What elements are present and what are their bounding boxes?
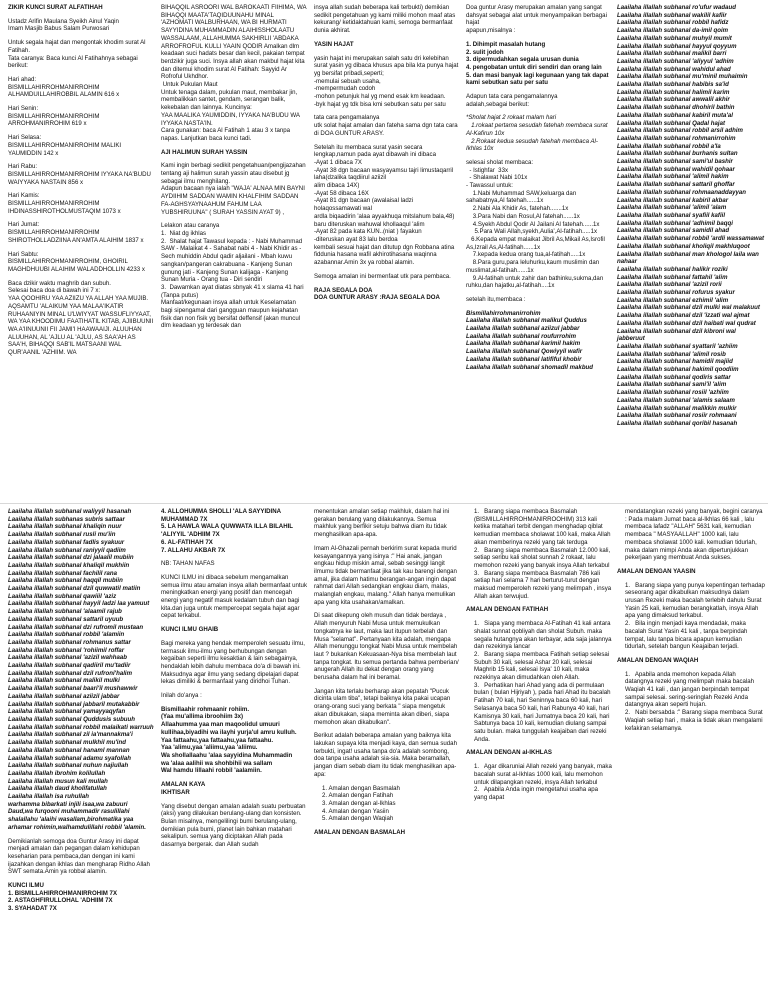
text-block: Doa guntur Arasy merupakan amalan yang sangat dahsyat sebagai alat untuk menyampaikan berbagai hajat apapun,misalnya :: [466, 4, 607, 35]
text-block: *Sholat hajat 2 rokaat malam hari 1.rokaat pertama sesudah fatehah membaca surat Al-Kafirun 10x 2.Rokaat kedua sesudah fatehah membaca Al-Ikhlas 10x: [466, 114, 608, 153]
section-heading: ZIKIR KUNCI SURAT ALFATIHAH: [8, 4, 103, 11]
column-3: [314, 508, 460, 1003]
text-block: 1. Agar dikaruniai Allah rezeki yang banyak, maka bacalah surat al-Ikhlas 1000 kali, lalu memohon untuk dilapangkan rezeki, insya Allah terkabul 2. Apabila Anda ingin mengetahui usaha apa yang dapat: [474, 763, 612, 801]
section-heading: AMALAN DENGAN YAASIN: [617, 567, 696, 575]
text-block: Jangan kita terlalu berharap akan pepatah "Pucuk dicinta ulam tiba", tetapi baiknya kita pakai ucapan orang-orang suci yang berkata " siapa mengetuk akan dibukakan, siapa meminta akan diberi, siapa memohon akan dikabulkan".: [314, 687, 453, 726]
text-block: 1. Barang siapa yang punya kepentingan terhadap seseorang agar dikabulkan maksudnya dalam urusan Rezeki maka bacalah terlebih dahulu Surat Yasin 25 kali, kemudian berangkatlah, insya Allah apa yang dimaksud terkabul. 2. Bila ingin menjadi kaya mendadak, maka bacalah Surat Yasin 41 kali , tanpa berpindah tempat, lalu tanpa bicara apapun kemudian tidurlah, setelah bangun Keajaiban terjadi.: [625, 581, 765, 651]
text-block: NB: TAHAN NAFAS: [161, 560, 215, 568]
section-heading: AMALAN DENGAN FATIHAH: [466, 606, 549, 614]
column-1: [8, 508, 154, 1003]
column-4: [466, 508, 612, 1003]
section-heading: KUNCI ILMU GHAIB: [161, 626, 219, 634]
text-block: 1. Barang siapa membaca Basmalah (BISMILLAHIRROHMANIRROOHIM) 313 kali ketika matahari terbit dengan menghadap qiblat kemudian membaca sholawat 100 kali, maka Allah akan memberinya rezeki yang tak terduga 2. Barang siapa membaca Basmalah 12.000 kali, setiap seribu kali sholat sunnah 2 rokaat, lalu memohon rezeki yang banyak insya Allah terkabul 3. Barang siapa membaca Basmalah 786 kali setiap hari selama 7 hari berturut-turut dengan maksud memperoleh rezeki yang melimpah , insya Allah akan terwujud.: [474, 508, 612, 600]
column-5: [617, 508, 765, 1003]
section-heading: Bismillaahir rohmaanir rohiim. (Yaa mu'allima ibroohiim 3x) Allaahumma yaa man maqoolidul umuuri kullihaa,biyadihi wa ilayhi yurja'ul amru kulluh. Yaa fattaahu,yaa fattaahu,yaa fattaahu. Yaa 'alimu,yaa 'aliimu,yaa 'aliimu. Wa shollallaahu 'alaa sayyidina Muhammadin wa 'alaa aalihii wa shohbihii wa sallam Wal hamdu lillaahi robbil 'aalamiin.: [161, 705, 297, 775]
text-block: KUNCI ILMU ini dibaca sebelum mengamalkan semua ilmu atau amalan insya allah bermanfaat untuk meningkatkan energi yang positif dan mencegah energi yang negatif masuk kedalam tubuh dan bagi kita.dan juga untuk mempercepat segala hajat agar cepat terkabul.: [161, 573, 309, 620]
section-heading: AJI HALIMUN SURAH YASSIN: [161, 148, 248, 156]
text-block: Laailaha illallah subhanal waliyyil hasanah Laailaha illallah subhanas subris sattaar Laailaha illallah subhanal khaliqin nuur Laailaha illallah subhanal rusli mu'iin Laailaha illallah subhanal fadlis syakuur Laailaha illallah subhanal raniyyil qadiim Laailaha illallah subhanal dzi jalaalil mubiin Laailaha illallah subhanal khaliqil mukhiin Laailaha illallah subhanal fachilil rana Laailaha illallah subhanal haqqil mubiin Laailaha illallah subhanal dzil quwwatil matiin Laailaha illallah subhanal qawiiil 'aziz Laailaha illallah subhanal hayyil ladzi laa yamuut Laailaha illallah subhanal 'alaamil rajub Laailaha illallah subhanal sattaril uyuub Laailaha illallah subhanal dzi rufromil mustaan Laailaha illallah subhanal robbil 'alamiin Laailaha illallah subhanal rohmanus sattar Laailaha illallah subhanal 'rohiimil roffar Laailaha illallah subhanal 'azizil wahhaab Laailaha illallah subhanal qadiiril mu'tadiir Laailaha illallah subhanal dzil rufroni'halim Laailaha illallah subhanal malikil mulki Laailaha illallah subhanal baari'il mushawwir Laailaha illallah subhanal aziizil jabbar Laailaha illallah subhanal jabbaril mutakabbir Laailaha illallah subhanal yamayyaqyfan Laailaha illallah subhanal Quddusis subuuh Laailaha illallah subhanal robbil malaikati warruuh Laailaha illallah subhanal zil ia'mannakma'i Laailaha illallah subhanal mulkhil mu'ind Laailaha illallah subhanal hanaml mannan Laailaha illallah subhanal adamu syafollah Laailaha illallah subhanal nuhun najiullah Laailaha illallah ibrohim kolilullah Laailaha illallah musun kali mullah Laailaha illallah daud kholifatullah Laailaha illallah isa ruhullah warhamma bibarkati injili isaa,wa zabuuri Daud,wa furqooni muhammadir rasulillahi shalallahu 'alaihi wasallam,birohmatika yaa arhamar rohimin,walhamdulillahi robbil 'alamin.: [8, 508, 154, 831]
text-block: Hari Rabu: BISMILLAHIRROHMANIRROHIM IYYAKA NA'BUDU WAIYYAKA NASTAIN 856 x: [8, 163, 151, 186]
section-heading: YASIN HAJAT: [314, 40, 354, 48]
text-block: Bismillahirrohmanirrohim Laailaha illallah subhanal malikul Quddus Laailaha illallah subhanal aziizul jabbar Laailaha illallah subhanal roufurrohim Laailaha illallah subhanal karimil hakim Laailaha illallah subhanal Qowiyyil wafir Laailaha illallah subhanal latififul khobir Laailaha illallah subhanal shomadil makbud: [466, 309, 593, 371]
section-heading: AMALAN DENGAN al-IKHLAS: [466, 749, 552, 757]
text-block: Semoga amalan ini bermenfaat utk para pembaca.: [314, 272, 451, 280]
column-1: [8, 4, 154, 499]
text-block: Inilah do'anya :: [161, 692, 202, 700]
text-block: Yang disebut dengan amalan adalah suatu perbuatan (aksi) yang dilakukan berulang-ulang dan konsisten. Bulan misalnya, mengelilingi bumi berulang-ulang, demikian pula bumi, planet lain bahkan matahari sekalipun. semua yang diciptakan Allah pada dasarnya bergerak. dan Allah sudah: [161, 802, 308, 849]
text-block: Setelah itu membaca surat yasin secara lengkap,namun pada ayat dibawah ini dibaca -Ayat 1 dibaca 7X -Ayat 38 dgn bacaan wasyayamsu tajri limustaqarril laha(dzalika taqdiirul aziizil alim dibaca 14X) -Ayat 58 dibaca 16X -Ayat 81 dgn bacaan (awalaisal ladzi holaqossamawati wal ardla biqaadirin 'alaa ayyakhuqa mitslahum bala,48) baru diteruskan wahuwal khollaaqul 'alim -Ayat 82 pada kata KUN..(niat ) fayakun -diteruskan ayat 83 lalu berdoa kembali sesuai hajat dan ditutup dgn Robbana atina fiddunia hasana wafil akhirotihasana waqinna azabannar.Amin 3x ya robbal alamin.: [314, 143, 455, 267]
page-top: [0, 0, 768, 503]
text-block: mendatangkan rezeki yang banyak, begini caranya : Pada malam Jumat baca al-Ikhlas 66 kali , lalu membaca lafadz "ALLAH" 5631 kali, kemudian membaca " MASYAALLAH" 1000 kali, lalu membaca sholawat 1000 kali. kemudian tidurlah, maka dalam mimpi Anda akan dipertunjukkan pekerjaan yang membuat Anda sukses.: [625, 508, 765, 562]
text-block: Kami ingin berbagi sedikit pengetahuan/pengijazahan tentang aji halimun surah yassin atau disebut jg sebagai ilmu menghilang. Adapun bacaan nya ialah "WAJA' ALNAA MIN BAYNI AYDIIHIM SADDAN WAMIN KHALFIHIM SADDAN FA-AGHSYAYNAAHUM FAHUM LAA YUBSHIRUUNA" ( SURAH YASSIN AYAT 9) ,: [161, 162, 306, 216]
text-block: Hari Sabtu: BISMILLAHIRROHMANIRROHIM, GHOIRIL MAGHDHUUBI ALAIHIM WALADDHOLLIN 4233 x: [8, 250, 145, 273]
text-block: Hari Kamis: BISMILLAHIRROHMANIRROHIM IHDINASSHIROTHOLMUSTAQIM 1073 x: [8, 192, 121, 215]
text-block: Baca dzikir waktu maghrib dan subuh. Selesai baca doa di bawah ini 7 x: YAA QOOHIRU YAA AZIIZU YA ALLAH YAA MUJIB. AQSAMTU 'ALAIKUM YAA MALAA'IKATIR RUHAANIYIN MINAL U'LWIYYAT WASSUFLIYYAAT, WA YAA KHOODIMU FAATIHATIL KITAB, AJIIBUUNII WA A'IINUUNII FII JAMI'I HAAWAAIJI. ALUUHAN ALUUHAN, AL 'AJLU AL 'AJLU, AS SAA'AH AS SAA'H, BIHAQQI SAB'IL MATSAANI WAL QUR'AANIL 'AZHIIM. WA: [8, 279, 154, 357]
text-block: tata cara pengamalanya utk solat hajat amalan dan fateha sama dgn tata cara di DOA GUNTUR ARASY.: [314, 114, 458, 137]
text-block: 1. Siapa yang membaca Al-Fatihah 41 kali antara shalat sunnat qobliyah dan sholat Subuh. maka segala hutangnya akan terbayar, ada saja jalannya dan rezekinya lancar 2. Barang siapa membaca Fatihah setiap selesai Subuh 30 kali, selesai Ashar 20 kali, selesai Maghrib 15 kali, selesai Isya' 10 kali, maka rezekinya akan dimudahkan oleh Allah. 3. Perhatikan hari Ahad yang ada di permulaan bulan ( bulan Hijriyah ), pada hari Ahad itu bacalah Fatihah 70 kali, hari Seninnya baca 60 kali, hari Selasanya baca 50 kali, hari Rabunya 40 kali, hari Kamisnya 30 kali, hari Jumatnya baca 20 kali, hari Sabtunya baca 10 kali, kemudian diulang sampai satu bulan. maka tunggulah keajaiban dari rezeki Anda.: [474, 620, 612, 743]
text-block: 1. Amalan dengan Basmalah 2. Amalan dengan Fatihah 3. Amalan dengan al-Ikhlas 4. Amalan dengan Yasiin 5. Amalan dengan Waqiah: [322, 784, 400, 823]
text-block: Berikut adalah beberapa amalan yang baiknya kita lakukan supaya kita menjadi kaya, dan semua sudah terbukti, ingat! usaha tanpa do'a adalah sombong, doa tanpa usaha adalah sia-sia. Maka beramallah, jangan diam sebab diam itu tidak menghasilkan apa-apa:: [314, 732, 459, 778]
column-5: [617, 4, 765, 499]
text-block: Hari Selasa: BISMILLAHIRROHMANIRROHIM MALIKI YAUMIDDIN 142 x: [8, 134, 122, 157]
text-block: 1. Apabila anda memohon kepada Allah datangnya rezeki yang melimpah maka bacalah Waqiah 41 kali , dan jangan berpindah tempat sampai selesai. sering-seringlah Rezeki Anda datangnya akan seperti hujan. 2. Nabi bersabda :" Barang siapa membaca Surat Waqiah setiap hari , maka ia tidak akan mengalami kefakiran selamanya.: [625, 670, 763, 732]
section-heading: KUNCI ILMU 1. BISMILLAHIRROHMANIRROHIM 7X 2. ASTAGHFIRULLOHAL 'ADHIIM 7X 3. SYAHADAT 7X: [8, 882, 118, 913]
text-block: Untuk segala hajat dan mengontak khodim surat Al Fatihah. Tata caranya: Baca kunci Al Fatihahnya sebagai berikut:: [8, 39, 146, 70]
text-block: Hari Senin: BISMILLAHIRROHMANIRROHIM ARROHMANIRROHIM 619 x: [8, 105, 100, 128]
text-block: Laailaha illallah subhanal ro'ufur wadaud Laailaha illallah subhanal wakilil kafiir Laailaha illallah subhanal robbil hafidz Laailaha illallah subhanal da-imil qoim Laailaha illallah subhanal muhyil mumit Laailaha illallah subhanal hayyul qoyyum Laailaha illallah subhanal malikil barri Laailaha illallah subhanal 'aliyyul 'adhim Laailaha illallah subhanal wahidul ahad Laailaha illallah subhanal mu'minil muhaimin Laailaha illallah subhanal habibis sa'id Laailaha illallah subhanal halimil karim Laailaha illallah subhanal awwalil akhir Laailaha illallah subhanal dhohiril bathin Laailaha illallah subhanal kabiril muta'al Laailaha illallah subhanal Qadal hajat Laailaha illallah subhanal robbil arsil adhim Laailaha illallah subhanal rohmanirrohim Laailaha illallah subhanal robbil a'la Laailaha illallah subhanal burhanis sultan Laailaha illallah subhanal sami'ul bashir Laailaha illallah subhanal wahidil qohaar Laailaha illallah subhanal 'alimil hakim Laailaha illallah subhanal sattaril ghoffar Laailaha illallah subhanal rohmaanaddayyan Laailaha illallah subhanal kabiril akbar Laailaha illallah subhanal 'alimil 'alam Laailaha illallah subhanal syafiil kafiil Laailaha illallah subhanal 'adhimil baqqi Laailaha illallah subhanal samidil ahad Laailaha illallah subhanal robbil 'ardli wassamawat Laailaha illallah subhanal kholiqil makhluqoot Laailaha illallah subhanal man khologol laila wan nahaar Laailaha illallah subhanal halikir roziki Laailaha illallah subhanal fattahil 'alim Laailaha illallah subhanal 'azizil rorii Laailaha illallah subhanal rofurus syakur Laailaha illallah subhanal ezhimil 'alim Laailaha illallah subhanal dzil mulki wal malakuut Laailaha illallah subhanal dzil 'izzati wal ajmat Laailaha illallah subhanal dzil haibati wal qudrat Laailaha illallah subhanal dzil kibroni wal jabberuut Laailaha illallah subhanal syattaril 'azhiim Laailaha illallah subhanal 'alimil rosib Laailaha illallah subhanal hamidil majiid Laailaha illallah subhanal hakimil qoodiim Laailaha illallah subhanal qodiris sattar Laailaha illallah subhanal sami'il 'alim Laailaha illallah subhanal rosiil 'azhiim Laailaha illallah subhanal 'alamis salaam Laailaha illallah subhanal malikkin mulkir Laailaha illallah subhanal rosiir rohmaani Laailaha illallah subhanal qoribil hasanah: [617, 4, 765, 427]
text-block: Hari Jumat: BISMILLAHIRROHMANIRROHIM SHIROTHOLLADZIINA AN'AMTA ALAIHIM 1837 x: [8, 221, 144, 244]
text-block: Hari ahad: BISMILLAHIRROHMANIRROHIM ALHAMDUILLAHIROBBIL ALAMIN 616 x: [8, 75, 120, 99]
page-bottom: [0, 503, 768, 1007]
text-block: selesai sholat membaca: - Istighfar 33x - Shalawat Nabi 101x - Tawassul untuk: 1.Nabi Muhammad SAW,keluarga dan sahabatnya,Al fatehah......1x 2.Nabi Ala Khidir As, fatehah.......1x 3.Para Nabi dan Rosul,Al fatehah......1x 4.Syekh Abdul Qodir Al Jailani Al fatehah......1x 5.Para Wali Allah,syekh,Aulia',Al-fatihah.....1x 6.Kepada empat malaikat Jibril As,Mikail As,Isrofil As,Izrail As,Al-fatihah......1x 7.kepada kedua orang tua,al-fatihah.....1x 8.Para guru,para leluhurku,kaum muslimin dan muslimat,al-fatihah......1x 9.Al-fatihah untuk zahir dan bathinku,sukma,dan ruhku,dan hajatku,al-fatihah....1x: [466, 158, 605, 290]
column-4: [466, 4, 612, 499]
text-block: yasin hajat ini merupakan salah satu dri kelebihan surat yasin yg dibaca khusus apa bila kta punya hajat yg bersifat pribadi,seperti; -memulai sebuah usaha, -mempermudah codoh -mohon petunjuk hal yg mend esak km keadaan. -byk hajat yg tdk bisa kmi sebutkan satu per satu: [314, 54, 459, 108]
section-heading: AMALAN DENGAN BASMALAH: [314, 829, 406, 837]
text-block: setelah itu,membaca :: [466, 295, 526, 303]
section-heading: AMALAN DENGAN WAQIAH: [617, 656, 699, 664]
column-3: [314, 4, 460, 499]
text-block: Imam Al-Ghazali pernah berkirim surat kepada murid kesayangannya yang isinya :" Hai anak, jangan engkau hidup miskin amal, sebab sesinggi langit ilmumu tidak bermanfaat jika tak kau barengi dengan amal, jika dalam hatimu berangan-angan ingin dapat rahmat dari Allah sedangkan engkau diam, malas, malanglah engkau, malang." Allah hanya memulikan apa yang kita usahakan/amalkan.: [314, 544, 459, 606]
section-heading: 4. ALLOHUMMA SHOLLI 'ALA SAYYIDINA MUHAMMAD 7X 5. LA HAWLA WALA QUWWATA ILLA BILAHIL 'ALIYYIL 'ADHIIM 7X 6. AL-FATIHAH 7X 7. ALLAHU AKBAR 7X: [161, 508, 293, 554]
column-2: [161, 508, 307, 1003]
text-block: Ustadz Arifin Maulana Syeikh Ainul Yaqin Imam Masjib Babus Salam Purwosari: [8, 17, 119, 33]
text-block: Bagi mereka yang hendak memperoleh sesuatu ilmu, termasuk ilmu-ilmu yang berhubungan dengan kegaiban seperti ilmu kesaktian & lain sebagainya, hendaklah lebih dahulu membaca do'a di bawah ini. Maksudnya agar ilmu yang sedang dipelajari dapat lekas dimiliki & bermanfaat yang diridhoi Tuhan.: [161, 639, 307, 686]
section-heading: RAJA SEGALA DOA DOA GUNTUR ARASY :RAJA SEGALA DOA: [314, 286, 440, 302]
column-2: [161, 4, 307, 499]
section-heading: 1. Dihimpit masalah hutang 2. sulit jodoh 3. dipermudahkan segala urusan dunia 4. pengobatan untuk diri sendiri dan orang lain 5. dan masi banyak lagi kegunaan yang tak dapat kami sebutkan satu per satu: [466, 40, 609, 87]
text-block: BIHAQQIL ASROORI WAL BAROKAATI FIIHIMA, WA BIHAQQI MAATA'TAQIDUUNAHU MINAL 'AZHOMATI WALBURHAAN, WA BI HURMATI SAYYIDINA MUHAMMADIN ALAIHISSHOLAATU WASSALAAM, ALLAHUMMA SAKHIRLII 'ABDAKA ARROFROFUL KULLI YAAIN QODIR Amalkan dlm keadaan suci hadats besar dan kecil, pakaian tempat berdzikir juga suci. Insya allah akan makbul hajat kita dan ditemui khodim surat Al Fatihah: Sayyid Ar Rofroful Ukhdhor. Untuk Pukulan Maut Untuk tenaga dalam, pukulan maut, membakar jin, membalikkan santet, gendam, serangan balik, kekebalan dan lainnya. Kuncinya: YAA MAALIKA YAUMIDDIN, IYYAKA NA'BUDU WA IYYAKA NASTA'IN. Cara gunakan: baca Al Fatihah 1 atau 3 x tanpa napas. Lanjutkan baca kunci tadi.: [161, 4, 307, 142]
text-block: Di saat dikepung oleh musuh dan tidak berdaya , Allah menyuruh Nabi Musa untuk memukulkan tongkatnya ke laut, maka laut itupun terbelah dan Musa "selamat". Pertanyaan kita adalah, mengapa Allah menunggu tongkat Nabi Musa untuk membelah laut ? bukankan Kekuasaan-Nya bisa membelah laut tanpa tongkat. Itu semua pertanda bahwa pemberian/ anugerah Allah itu dekat dengan orang yang berusaha dalam hal ini beramal.: [314, 612, 461, 682]
section-heading: AMALAN KAYA IKHTISAR: [161, 781, 206, 796]
text-block: Adapun tata cara pengamalannya adalah,sebagai berikut:: [466, 93, 558, 108]
text-block: menentukan amalan setiap makhluk, dalam hal ini gerakan berulang yang dilakukannya. Semua makhluk yang berfikir setuju bahwa diam itu tidak menghasilkan apa-apa.: [314, 508, 451, 539]
text-block: Demikianlah semoga doa Guntur Arasy ini dapat menjadi amalan dan pegangan dalam kehidupan keseharian para pembaca,dan dengan ini kami ijazahkan dengan ikhlas dan mengharap Ridho Allah SWT semata.Amin ya robbal alamin.: [8, 837, 152, 876]
text-block: Lelakon atau caranya 1. Niat dg ikhlas 2. Shalat hajat Tawasul kepada : - Nabi Muhammad SAW - Malaikat 4 - Sahabat nabi 4 - Nabi Khidir as - Sech muhiddin Abdul qadir aljailani - Mbah kuwu sangkan/pangeran cakrabuana - Kanjeng Sunan gunung jati - Kanjeng Sunan kalijaga - Kanjeng Sunan Muria - Orang tua - Diri sendiri 3. Dawamkan ayat diatas sbnyak 41 x slama 41 hari (Tanpa putus) Manfaat/kegunaan insya allah untuk Keselamatan bagi sipengamal dari gangguan maupun kejahatan fisik dan non fisik yg bersifat deffensif (akan muncul dlm keadaan yg terdesak dan: [161, 222, 304, 330]
text-block: insya allah sudah beberapa kali terbukti) demikian sedikit pengetahuan yg kami miliki mohon maaf atas kekurang/ ketidaktahuan kami, semoga bermanfaat dunia akhirat.: [314, 4, 457, 35]
